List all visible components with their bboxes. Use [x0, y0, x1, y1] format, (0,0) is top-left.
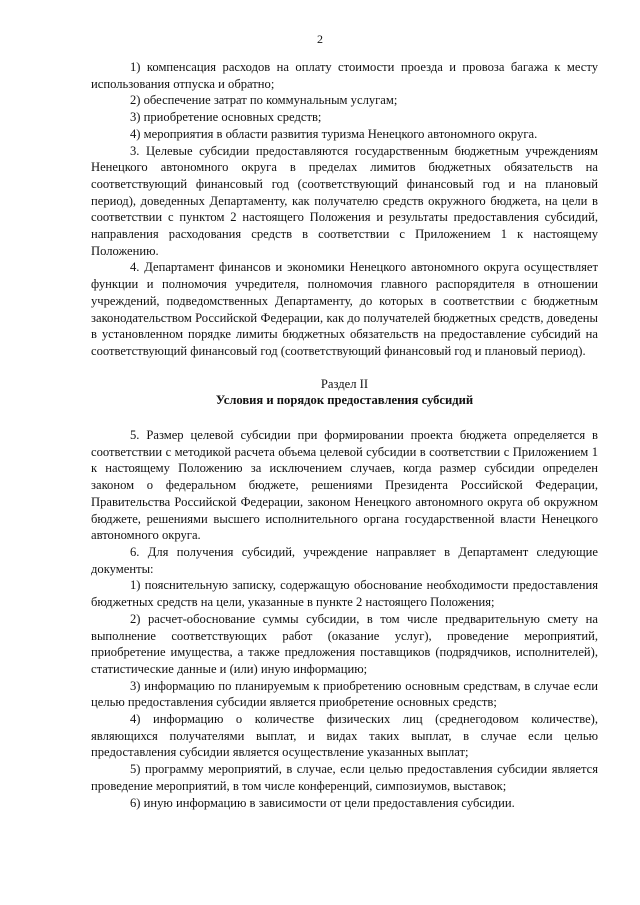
doc-item-5: 5) программу мероприятий, в случае, если целью предоставления субсидии является проведение мероприятий, в том числе конференций, симпозиумов, выставок; — [91, 762, 598, 793]
clause-6: 6. Для получения субсидий, учреждение направляет в Департамент следующие документы: — [91, 544, 598, 576]
list-item-2: 2) обеспечение затрат по коммунальным услугам; — [130, 93, 398, 108]
clause-4: 4. Департамент финансов и экономики Ненецкого автономного округа осуществляет функции и полномочия учредителя, полномочия главного распорядителя в отношении учреждений, подведомственных Департаменту, до которых в соответствии с бюджетным законодательством Российской Федерации, как до получателей бюджетных средств, доведены в установленном порядке лимиты бюджетных обязательств на предоставление субсидий на соответствующий финансовый год (соответствующий финансовый год и плановый период). — [91, 260, 598, 358]
doc-item-1: 1) пояснительную записку, содержащую обоснование необходимости предоставления бюджетных средств на цели, указанные в пункте 2 настоящего Положения; — [91, 578, 598, 610]
section-title: Условия и порядок предоставления субсидий — [215, 393, 474, 408]
clause-5: 5. Размер целевой субсидии при формировании проекта бюджета определяется в соответствии с методикой расчета объема целевой субсидии в соответствии с Приложением 1 к настоящему Положению за исключением случаев, когда размер субсидии определен законом о федеральном бюджете, решениями Президента Российской Федерации, Правительства Российской Федерации, законом Ненецкого автономного округа об окружном бюджете, решениями высшего исполнительного органа государственной власти Ненецкого автономного округа. — [91, 428, 598, 543]
list-item-3: 3) приобретение основных средств; — [130, 110, 322, 125]
doc-item-3: 3) информацию по планируемым к приобретению основным средствам, в случае если целью предоставления субсидии является приобретение основных средств; — [91, 678, 598, 710]
document-body — [91, 59, 598, 811]
list-item-1: 1) компенсация расходов на оплату стоимости проезда и провоза багажа к месту использования отпуска и обратно; — [91, 60, 598, 91]
doc-item-2: 2) расчет-обоснование суммы субсидии, в том числе предварительную смету на выполнение соответствующих работ (оказание услуг), проведение мероприятий, приобретение имущества, а также предложения поставщиков (подрядчиков, исполнителей), статистические данные и (или) иную информацию; — [91, 611, 598, 676]
clause-3: 3. Целевые субсидии предоставляются государственным бюджетным учреждениям Ненецкого автономного округа в пределах лимитов бюджетных обязательств на соответствующий финансовый год (соответствующий финансовый год и на плановый период), доведенных Департаменту, как получателю средств окружного бюджета, на цели в соответствии с пунктом 2 настоящего Положения и результаты предоставления субсидий, направления расходования средств в соответствии с Приложением 1 к настоящему Положению. — [91, 143, 598, 258]
page-number: 2 — [317, 32, 323, 46]
doc-item-4: 4) информацию о количестве физических лиц (среднегодовом количестве), являющихся получателями выплат, и видах таких выплат, в случае если целью предоставления субсидии является осуществление указанных выплат; — [91, 712, 598, 760]
list-item-4: 4) мероприятия в области развития туризма Ненецкого автономного округа. — [130, 126, 538, 141]
section-number: Раздел II — [320, 376, 369, 391]
doc-item-6: 6) иную информацию в зависимости от цели предоставления субсидии. — [130, 795, 515, 810]
